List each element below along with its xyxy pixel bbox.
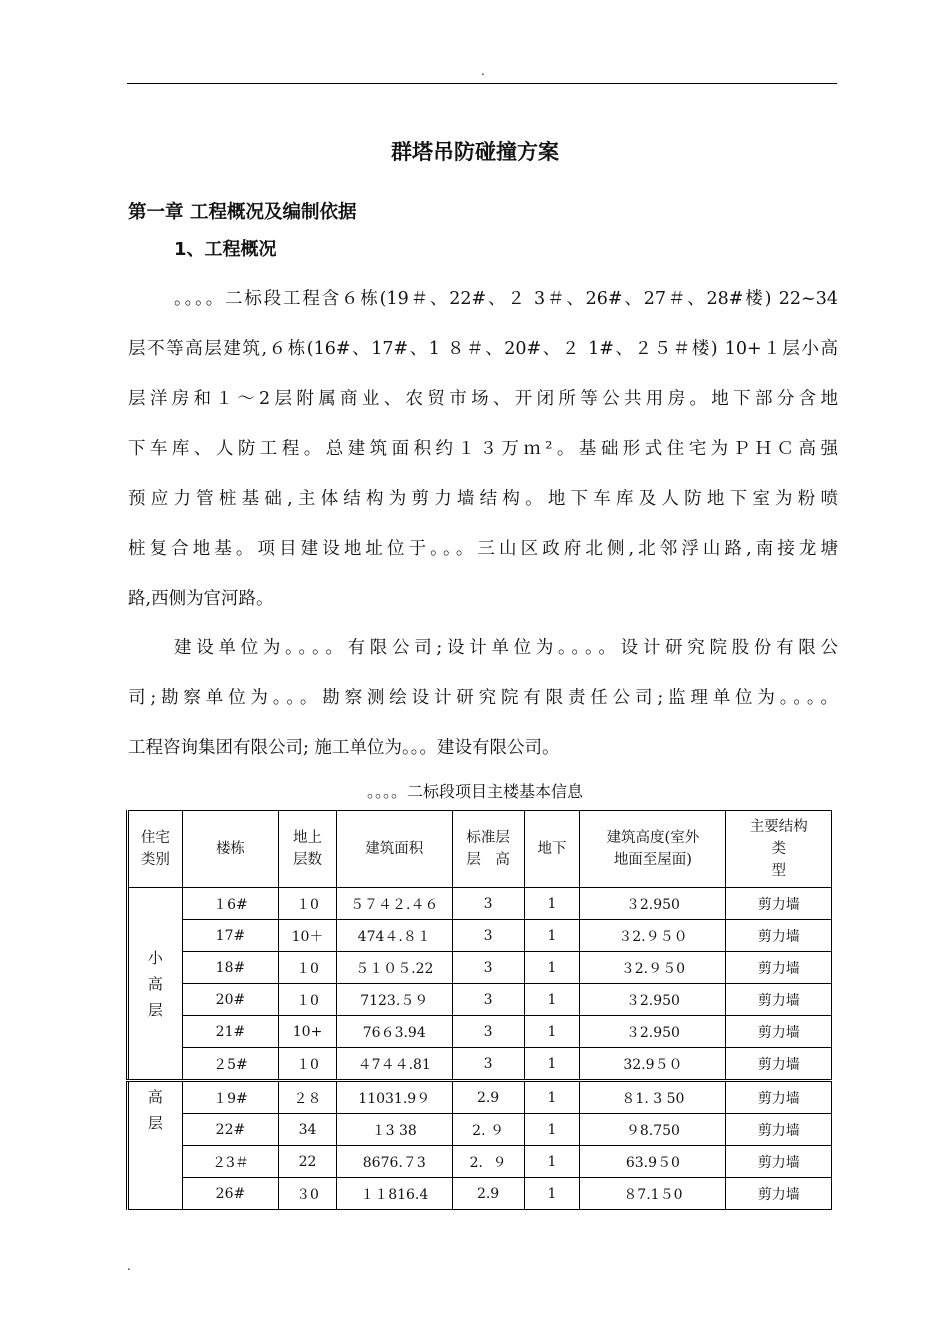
table-row: [128, 888, 832, 920]
table-header-cell: 地上 层数: [279, 811, 337, 888]
table-cell: 3: [452, 888, 524, 920]
table-cell: 剪力墙: [726, 1146, 832, 1178]
table-cell: 3: [452, 1048, 524, 1081]
table-cell: ２5#: [182, 1048, 278, 1081]
header-mark: .: [481, 64, 485, 78]
paragraph-line: 预应力管桩基础,主体结构为剪力墙结构。地下车库及人防地下室为粉喷: [128, 489, 838, 509]
table-cell: 76６3.94: [336, 1016, 452, 1048]
table-row: [128, 1016, 832, 1048]
table-cell: 22: [279, 1146, 337, 1178]
table-cell: ３0: [279, 1178, 337, 1210]
table-cell: 1: [524, 1146, 580, 1178]
table-header-cell: 建筑高度(室外 地面至屋面): [580, 811, 726, 888]
table-cell: 2.9: [452, 1178, 524, 1210]
table-cell: 剪力墙: [726, 1048, 832, 1081]
table-cell: ４7４４.81: [336, 1048, 452, 1081]
table-cell: ２８: [279, 1081, 337, 1114]
table-cell: 3: [452, 1016, 524, 1048]
table-cell: 18#: [182, 952, 278, 984]
table-row: [128, 1114, 832, 1146]
table-header-cell: 标准层 层 高: [452, 811, 524, 888]
table-cell: １１816.4: [336, 1178, 452, 1210]
table-cell: 1: [524, 952, 580, 984]
table-cell: 7123.５９: [336, 984, 452, 1016]
table-cell: 8676.７3: [336, 1146, 452, 1178]
table-cell: 剪力墙: [726, 1178, 832, 1210]
table-cell: ３2.９５0: [580, 952, 726, 984]
table-header-cell: 住宅 类别: [128, 811, 183, 888]
table-cell: 22#: [182, 1114, 278, 1146]
table-caption: 。。。。二标段项目主楼基本信息: [366, 782, 583, 801]
table-cell: 63.9５0: [580, 1146, 726, 1178]
table-cell: 剪力墙: [726, 1081, 832, 1114]
table-header-cell: 地下: [524, 811, 580, 888]
table-cell: 1: [524, 1178, 580, 1210]
table-cell: ３2.950: [580, 984, 726, 1016]
table-cell: 3: [452, 984, 524, 1016]
footer-mark: .: [127, 1259, 131, 1273]
table-header-row: [128, 811, 832, 888]
table-cell: ３2.９５０: [580, 920, 726, 952]
table-row: [128, 1081, 832, 1114]
table-cell: １6#: [182, 888, 278, 920]
table-header-cell: 主要结构 类 型: [726, 811, 832, 888]
table-cell: ３2.950: [580, 888, 726, 920]
paragraph-line: 桩复合地基。项目建设地址位于。。。三山区政府北侧,北邻浮山路,南接龙塘: [128, 539, 838, 559]
chapter-heading: 第一章 工程概况及编制依据: [128, 202, 357, 223]
table-row: [128, 952, 832, 984]
table-cell: 474４.８１: [336, 920, 452, 952]
table-cell: 3: [452, 920, 524, 952]
table-cell: １3 38: [336, 1114, 452, 1146]
document-title: 群塔吊防碰撞方案: [391, 140, 559, 164]
table-cell: １9#: [182, 1081, 278, 1114]
table-cell: 1: [524, 920, 580, 952]
table-row: [128, 1146, 832, 1178]
section-heading: 1、工程概况: [174, 239, 277, 260]
table-row: [128, 984, 832, 1016]
table-header-cell: 建筑面积: [336, 811, 452, 888]
table-cell: 剪力墙: [726, 984, 832, 1016]
table-cell: 26#: [182, 1178, 278, 1210]
table-cell: 1: [524, 1081, 580, 1114]
table-cell: 剪力墙: [726, 952, 832, 984]
table-cell: 1: [524, 1048, 580, 1081]
paragraph-line: 下车库、人防工程。总建筑面积约１３万ｍ²。基础形式住宅为ＰＨＣ高强: [128, 439, 838, 459]
header-rule: [127, 83, 837, 84]
table-cell: 32.9５０: [580, 1048, 726, 1081]
table-cell: 1: [524, 1114, 580, 1146]
table-cell: 剪力墙: [726, 1114, 832, 1146]
table-cell: 2. ９: [452, 1114, 524, 1146]
table-cell: 剪力墙: [726, 1016, 832, 1048]
paragraph-line: 层洋房和１～2层附属商业、农贸市场、开闭所等公共用房。地下部分含地: [128, 389, 838, 409]
table-cell: １0: [279, 1048, 337, 1081]
paragraph-line: 层不等高层建筑,６栋(16#、17#、1 ８＃、20#、２ 1#、２５＃楼) 10+１层小高: [128, 339, 838, 359]
table-cell: ５１０５.22: [336, 952, 452, 984]
table-cell: ８1. 3 50: [580, 1081, 726, 1114]
paragraph-line: 建设单位为。。。。有限公司;设计单位为。。。。设计研究院股份有限公: [174, 638, 838, 658]
paragraph-line: 司;勘察单位为。。。勘察测绘设计研究院有限责任公司;监理单位为。。。。: [128, 688, 838, 708]
table-row: [128, 1048, 832, 1081]
table-cell: ８7.1５0: [580, 1178, 726, 1210]
table-cell: 11031.9９: [336, 1081, 452, 1114]
table-cell: ５７４２.４６: [336, 888, 452, 920]
table-cell: 17#: [182, 920, 278, 952]
table-cell: １0: [279, 888, 337, 920]
table-cell: 2.9: [452, 1081, 524, 1114]
table-cell: ２3＃: [182, 1146, 278, 1178]
table-cell: 34: [279, 1114, 337, 1146]
table-cell: 21#: [182, 1016, 278, 1048]
table-cell: １0: [279, 984, 337, 1016]
table-cell: 10＋: [279, 920, 337, 952]
table-cell: ９8.750: [580, 1114, 726, 1146]
table-cell: 1: [524, 1016, 580, 1048]
table-cell: 1: [524, 888, 580, 920]
table-cell: 剪力墙: [726, 920, 832, 952]
table-cell: 1: [524, 984, 580, 1016]
table-row: [128, 1178, 832, 1210]
category-cell: 小 高 层: [128, 888, 183, 1081]
table-cell: 10+: [279, 1016, 337, 1048]
table-cell: 剪力墙: [726, 888, 832, 920]
paragraph-line: 路,西侧为官河路。: [128, 589, 274, 609]
table-header-cell: 楼栋: [182, 811, 278, 888]
paragraph-line: 工程咨询集团有限公司; 施工单位为。。。建设有限公司。: [128, 738, 560, 758]
table-cell: 3: [452, 952, 524, 984]
table-row: [128, 920, 832, 952]
table-cell: 2．９: [452, 1146, 524, 1178]
table-cell: １0: [279, 952, 337, 984]
table-cell: ３2.950: [580, 1016, 726, 1048]
paragraph-line: 。。。。二标段工程含６栋(19＃、22#、２ 3＃、26#、27＃、28#楼) 22~34: [174, 289, 838, 309]
table-cell: 20#: [182, 984, 278, 1016]
building-info-table: [126, 810, 832, 1210]
category-cell: 高 层: [128, 1081, 183, 1210]
